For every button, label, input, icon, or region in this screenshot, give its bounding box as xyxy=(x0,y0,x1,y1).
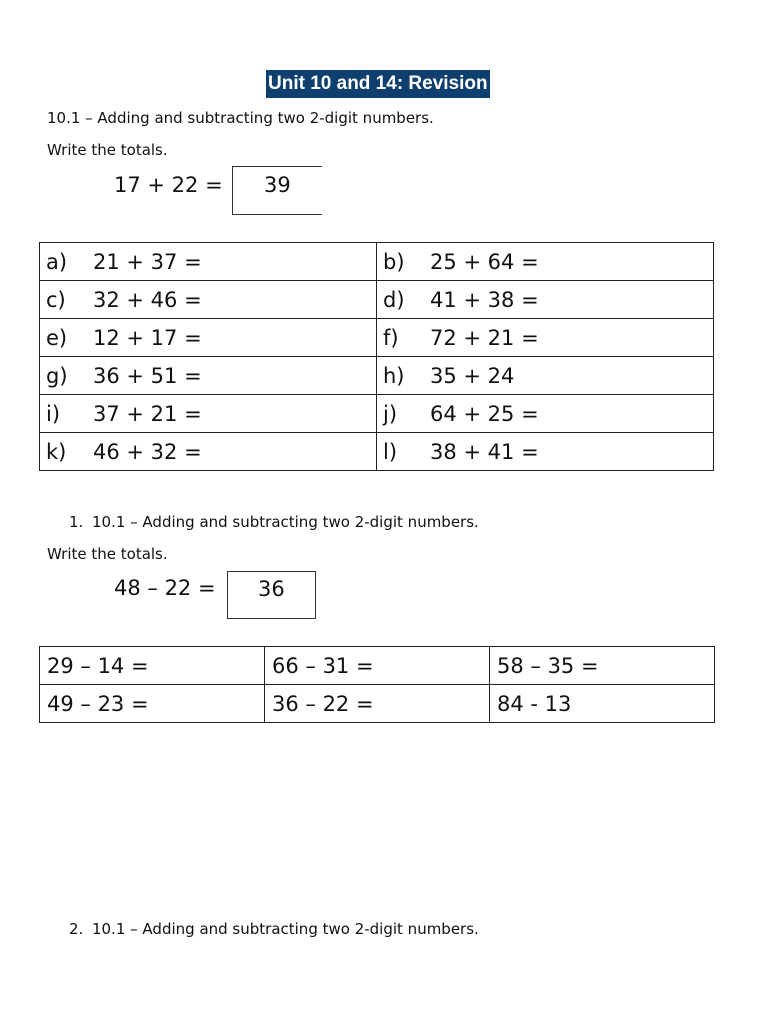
problem-cell[interactable]: 29 – 14 = xyxy=(40,647,265,685)
table-row xyxy=(40,319,714,357)
page-title: Unit 10 and 14: Revision xyxy=(266,70,490,98)
table-row xyxy=(40,395,714,433)
section3-number: 2. xyxy=(69,920,84,938)
problem-cell[interactable]: k) 46 + 32 = xyxy=(40,433,377,471)
problem-cell[interactable]: j) 64 + 25 = xyxy=(377,395,714,433)
table-row xyxy=(40,243,714,281)
problem-cell[interactable]: c) 32 + 46 = xyxy=(40,281,377,319)
section2-example-answer-box xyxy=(227,571,316,619)
section2-example-expression: 48 – 22 = xyxy=(114,576,216,600)
table-row xyxy=(40,433,714,471)
problem-cell[interactable]: 36 – 22 = xyxy=(265,685,490,723)
table-row xyxy=(40,647,715,685)
section2-heading: 10.1 – Adding and subtracting two 2-digit numbers. xyxy=(92,513,479,531)
table-row xyxy=(40,685,715,723)
section2-number: 1. xyxy=(69,513,84,531)
problem-cell[interactable]: l) 38 + 41 = xyxy=(377,433,714,471)
problem-cell[interactable]: d) 41 + 38 = xyxy=(377,281,714,319)
section1-instruction: Write the totals. xyxy=(47,141,168,159)
problem-cell[interactable]: e) 12 + 17 = xyxy=(40,319,377,357)
problem-cell[interactable]: 66 – 31 = xyxy=(265,647,490,685)
problem-cell[interactable]: b) 25 + 64 = xyxy=(377,243,714,281)
table-row xyxy=(40,281,714,319)
problem-cell[interactable]: i) 37 + 21 = xyxy=(40,395,377,433)
section2-instruction: Write the totals. xyxy=(47,545,168,563)
problem-cell[interactable]: g) 36 + 51 = xyxy=(40,357,377,395)
problem-cell[interactable]: 58 – 35 = xyxy=(490,647,715,685)
section1-heading: 10.1 – Adding and subtracting two 2-digit numbers. xyxy=(47,109,434,127)
problem-cell[interactable]: 49 – 23 = xyxy=(40,685,265,723)
table-row xyxy=(40,357,714,395)
section3-heading: 10.1 – Adding and subtracting two 2-digit numbers. xyxy=(92,920,479,938)
addition-problems-table xyxy=(39,242,714,471)
subtraction-problems-table xyxy=(39,646,715,723)
section1-example-answer: 39 xyxy=(264,173,291,197)
problem-cell[interactable]: h) 35 + 24 xyxy=(377,357,714,395)
section2-example-answer: 36 xyxy=(258,577,285,601)
problem-cell[interactable]: a) 21 + 37 = xyxy=(40,243,377,281)
section1-example-expression: 17 + 22 = xyxy=(114,173,223,197)
problem-cell[interactable]: 84 - 13 xyxy=(490,685,715,723)
problem-cell[interactable]: f) 72 + 21 = xyxy=(377,319,714,357)
section1-example-answer-box xyxy=(232,166,322,215)
